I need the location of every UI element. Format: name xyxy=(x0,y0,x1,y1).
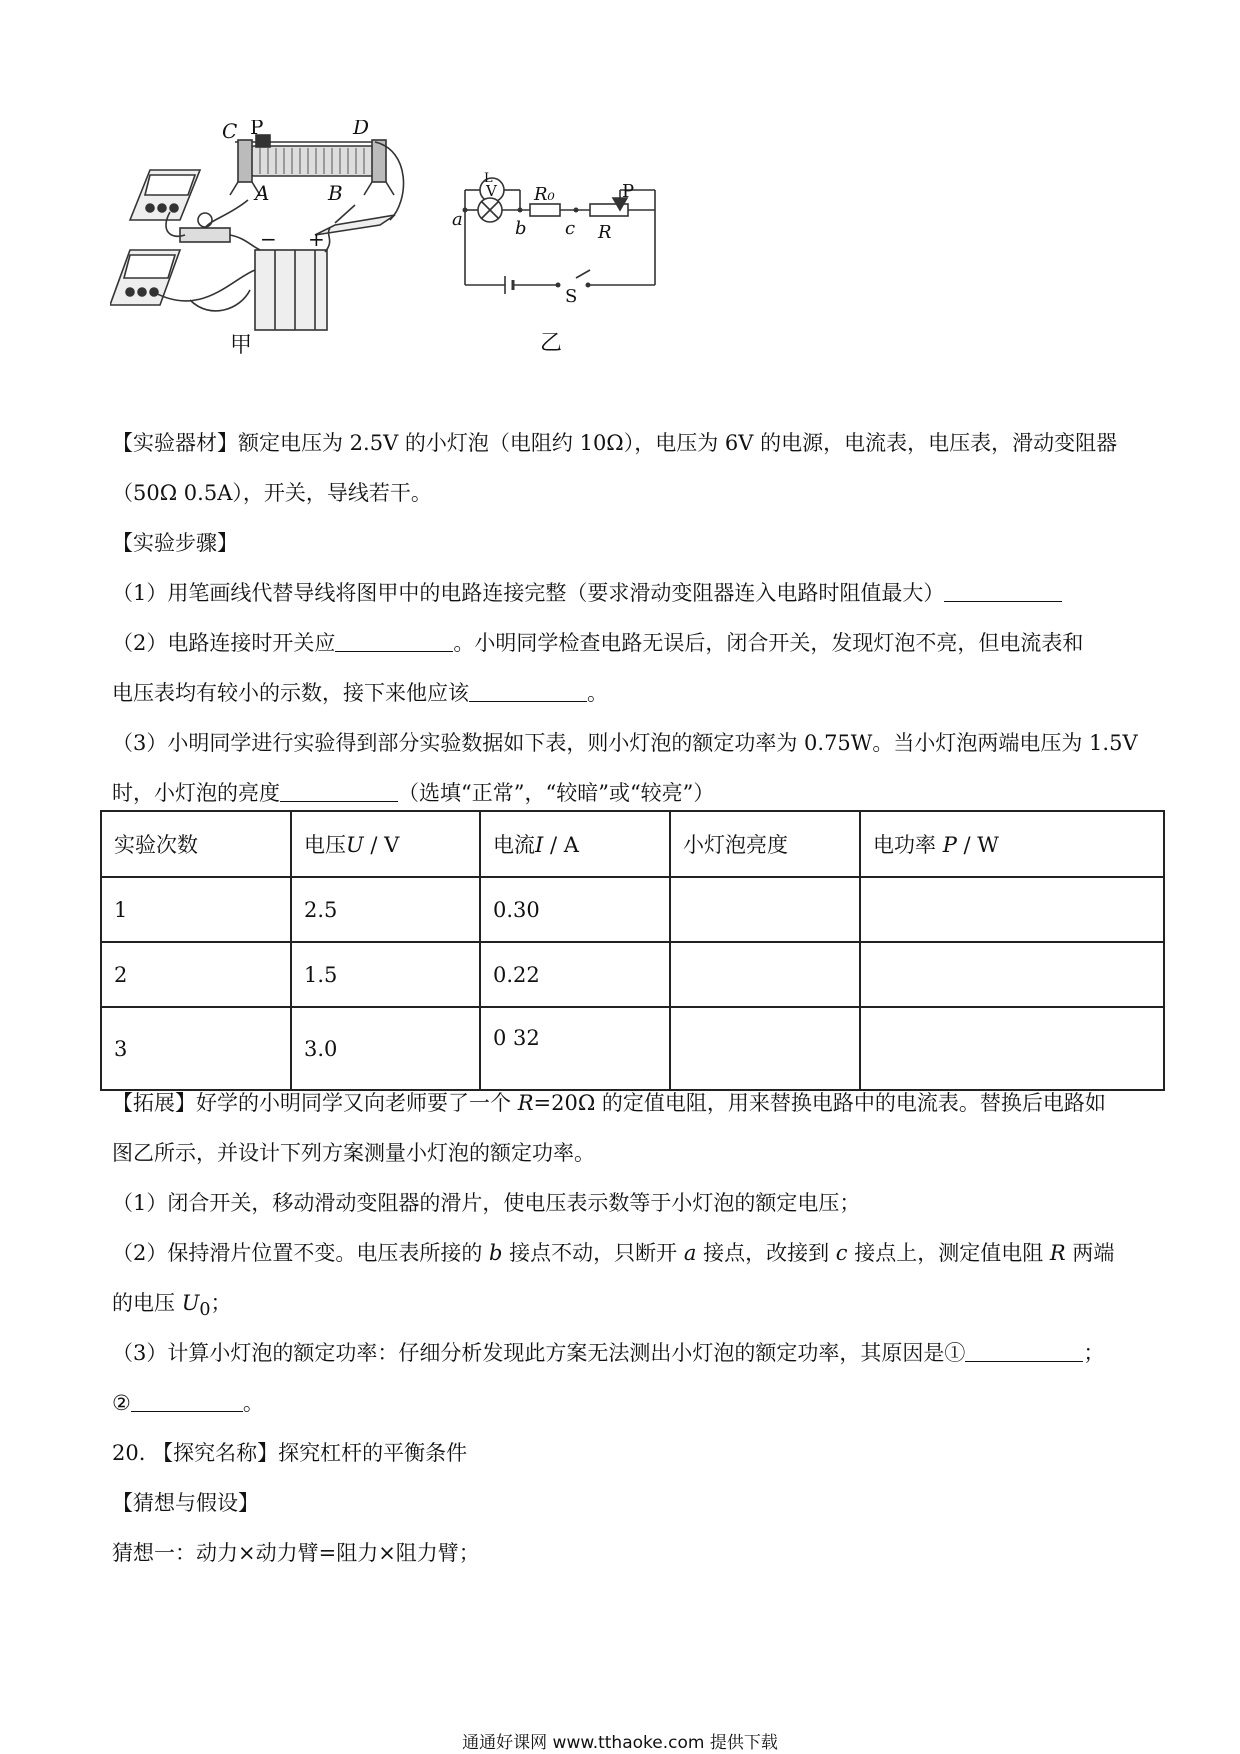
equipment-line-1: 【实验器材】额定电压为 2.5V 的小灯泡（电阻约 10Ω），电压为 6V 的电源，电流表，电压表，滑动变阻器 xyxy=(112,431,1118,455)
answer-blank-6[interactable] xyxy=(131,1391,243,1412)
answer-blank-1[interactable] xyxy=(944,581,1062,602)
ext-text: 【拓展】好学的小明同学又向老师要了一个 xyxy=(112,1091,518,1115)
extension-line-2: 图乙所示，并设计下列方案测量小灯泡的额定功率。 xyxy=(112,1141,595,1165)
step-1-text: （1）用笔画线代替导线将图甲中的电路连接完整（要求滑动变阻器连入电路时阻值最大） xyxy=(112,581,945,605)
header-power: 电功率 P / W xyxy=(860,811,1164,877)
ext-var-c: c xyxy=(835,1241,848,1265)
label-a: a xyxy=(452,209,463,230)
cell-current: 0 32 xyxy=(480,1007,670,1090)
equipment-line-2: （50Ω 0.5A），开关，导线若干。 xyxy=(112,481,432,505)
step-2-cont xyxy=(112,678,1132,708)
extension-line-1 xyxy=(112,1088,1132,1118)
label-P-yi: P xyxy=(622,181,635,202)
ext-var-a: a xyxy=(683,1241,697,1265)
cell-brightness[interactable] xyxy=(670,942,860,1007)
ext-subscript-0: 0 xyxy=(199,1300,211,1321)
ext-text: 接点，改接到 xyxy=(696,1241,836,1265)
ext-var-R: R xyxy=(1049,1241,1066,1265)
cell-voltage: 3.0 xyxy=(291,1007,480,1090)
ext-text: （2）保持滑片位置不变。电压表所接的 xyxy=(112,1241,490,1265)
ext-text: ； xyxy=(210,1291,232,1315)
answer-blank-3[interactable] xyxy=(469,681,587,702)
label-A: A xyxy=(255,181,270,205)
ext-var-b: b xyxy=(489,1241,503,1265)
experiment-data-table xyxy=(100,810,1165,1091)
figure-jia xyxy=(110,135,404,330)
label-plus: + xyxy=(308,227,325,251)
label-D: D xyxy=(353,120,370,139)
label-C: C xyxy=(222,120,238,143)
question-20-title: 20. 【探究名称】探究杠杆的平衡条件 xyxy=(112,1441,468,1465)
ext-text: 两端 xyxy=(1065,1241,1115,1265)
step-2-text-d: 。 xyxy=(587,681,608,705)
step-3-text-c: （选填“正常”，“较暗”或“较亮”） xyxy=(398,781,715,805)
extension-step-2 xyxy=(112,1238,1132,1268)
label-R0: R₀ xyxy=(534,184,555,205)
step-3-text-b: 时，小灯泡的亮度 xyxy=(112,781,280,805)
ext-text: =20Ω 的定值电阻，用来替换电路中的电流表。替换后电路如 xyxy=(533,1091,1106,1115)
ext-text: ② xyxy=(112,1391,131,1415)
answer-blank-4[interactable] xyxy=(280,781,398,802)
caption-yi: 乙 xyxy=(540,331,563,356)
label-minus: − xyxy=(260,227,277,251)
step-2-text-c: 电压表均有较小的示数，接下来他应该 xyxy=(112,681,469,705)
cell-trial: 3 xyxy=(101,1007,291,1090)
extension-step-3-cont xyxy=(112,1388,1132,1418)
hypothesis-title: 【猜想与假设】 xyxy=(112,1491,259,1515)
step-3-cont xyxy=(112,778,1132,808)
label-b: b xyxy=(515,218,527,239)
steps-title: 【实验步骤】 xyxy=(112,531,238,555)
cell-current: 0.30 xyxy=(480,877,670,942)
cell-power[interactable] xyxy=(860,1007,1164,1090)
ext-var-R: R xyxy=(517,1091,534,1115)
label-B: B xyxy=(328,181,343,205)
table-row xyxy=(101,877,1164,942)
step-2-text-b: 。小明同学检查电路无误后，闭合开关，发现灯泡不亮，但电流表和 xyxy=(453,631,1084,655)
ext-text: （3）计算小灯泡的额定功率：仔细分析发现此方案无法测出小灯泡的额定功率，其原因是① xyxy=(112,1341,966,1365)
caption-jia: 甲 xyxy=(230,333,253,358)
cell-brightness[interactable] xyxy=(670,877,860,942)
cell-voltage: 1.5 xyxy=(291,942,480,1007)
cell-current: 0.22 xyxy=(480,942,670,1007)
hypothesis-1: 猜想一：动力×动力臂=阻力×阻力臂； xyxy=(112,1541,480,1565)
page-footer: 通通好课网 www.tthaoke.com 提供下载 xyxy=(462,1733,778,1753)
cell-trial: 2 xyxy=(101,942,291,1007)
cell-power[interactable] xyxy=(860,877,1164,942)
table-header-row xyxy=(101,811,1164,877)
label-S: S xyxy=(565,286,578,307)
extension-step-1: （1）闭合开关，移动滑动变阻器的滑片，使电压表示数等于小灯泡的额定电压； xyxy=(112,1191,861,1215)
label-c: c xyxy=(565,218,576,239)
header-brightness: 小灯泡亮度 xyxy=(670,811,860,877)
ext-var-U: U xyxy=(181,1291,200,1315)
ext-text: 接点不动，只断开 xyxy=(502,1241,684,1265)
cell-power[interactable] xyxy=(860,942,1164,1007)
table-row xyxy=(101,942,1164,1007)
step-1 xyxy=(112,578,1132,608)
ext-text: 的电压 xyxy=(112,1291,182,1315)
label-P: P xyxy=(250,120,264,139)
ext-text: ； xyxy=(1083,1341,1105,1365)
step-2 xyxy=(112,628,1132,658)
header-current: 电流I / A xyxy=(480,811,670,877)
cell-voltage: 2.5 xyxy=(291,877,480,942)
circuit-figures xyxy=(110,120,810,410)
label-R: R xyxy=(598,222,612,243)
cell-brightness[interactable] xyxy=(670,1007,860,1090)
ext-text: 。 xyxy=(242,1391,264,1415)
label-L: L xyxy=(484,171,493,186)
extension-step-3 xyxy=(112,1338,1132,1368)
answer-blank-2[interactable] xyxy=(335,631,453,652)
table-row xyxy=(101,1007,1164,1090)
ext-text: 接点上，测定值电阻 xyxy=(847,1241,1050,1265)
header-voltage: 电压U / V xyxy=(291,811,480,877)
step-2-text-a: （2）电路连接时开关应 xyxy=(112,631,336,655)
extension-step-2-cont xyxy=(112,1288,1132,1325)
label-V: V xyxy=(486,182,497,200)
cell-trial: 1 xyxy=(101,877,291,942)
answer-blank-5[interactable] xyxy=(965,1341,1083,1362)
step-3: （3）小明同学进行实验得到部分实验数据如下表，则小灯泡的额定功率为 0.75W。当小灯泡两端电压为 1.5V xyxy=(112,731,1138,755)
header-trial: 实验次数 xyxy=(101,811,291,877)
